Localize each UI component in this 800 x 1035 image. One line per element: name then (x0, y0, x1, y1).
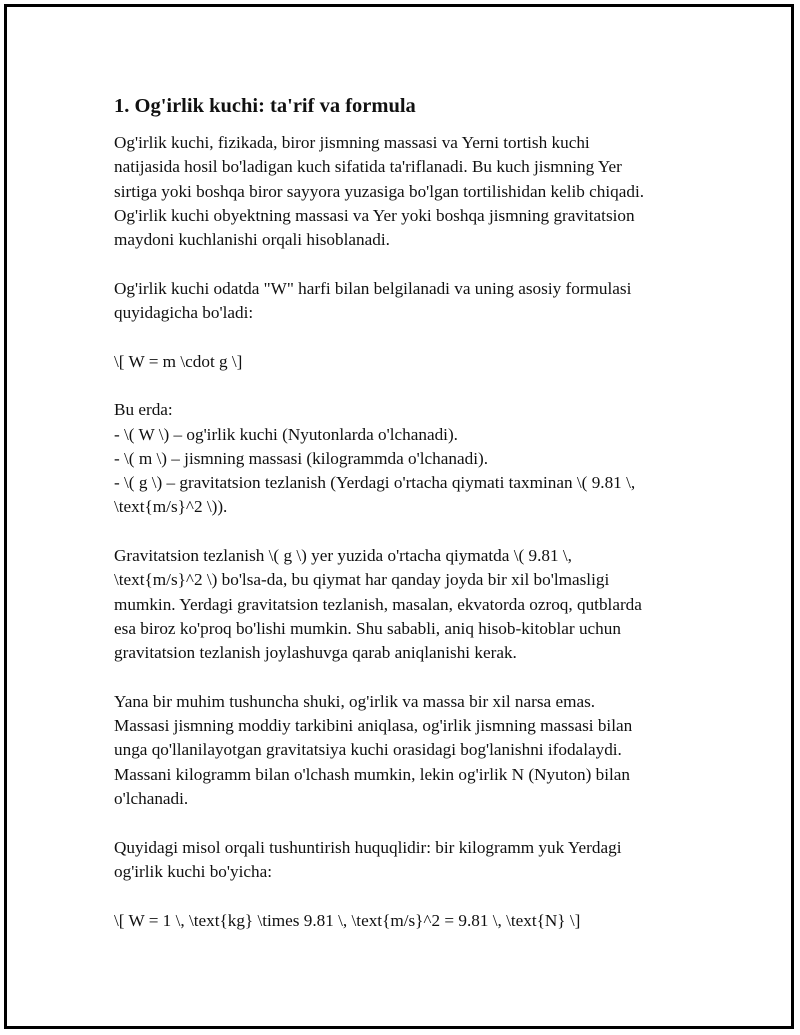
text-line: Og'irlik kuchi odatda "W" harfi bilan belgilanadi va uning asosiy formulasi (114, 278, 632, 298)
paragraph-spacer (114, 520, 704, 544)
paragraph-example (114, 836, 704, 885)
paragraph-variables (114, 398, 704, 519)
text-line: Yana bir muhim tushuncha shuki, og'irlik va massa bir xil narsa emas. (114, 691, 596, 711)
list-item: - \( m \) – jismning massasi (kilogrammda o'lchanadi). (114, 448, 488, 468)
text-line: o'lchanadi. (114, 789, 189, 809)
list-item: - \( W \) – og'irlik kuchi (Nyutonlarda o'lchanadi). (114, 424, 458, 444)
list-item: - \( g \) – gravitatsion tezlanish (Yerdagi o'rtacha qiymati taxminan \( 9.81 \, (114, 473, 636, 493)
text-line: Gravitatsion tezlanish \( g \) yer yuzida o'rtacha qiymatda \( 9.81 \, (114, 546, 572, 566)
paragraph-weight-vs-mass (114, 690, 704, 811)
paragraph-spacer (114, 811, 704, 835)
paragraph-gravity-variation (114, 544, 704, 665)
text-line: quyidagicha bo'ladi: (114, 303, 254, 323)
paragraph-spacer (114, 884, 704, 908)
text-line: Massasi jismning moddiy tarkibini aniqlasa, og'irlik jismning massasi bilan (114, 716, 633, 736)
paragraph-definition (114, 131, 704, 252)
text-line: maydoni kuchlanishi orqali hisoblanadi. (114, 230, 390, 250)
text-line: sirtiga yoki boshqa biror sayyora yuzasiga bo'lgan tortilishidan kelib chiqadi. (114, 181, 645, 201)
text-line: Quyidagi misol orqali tushuntirish huquqlidir: bir kilogramm yuk Yerdagi (114, 837, 622, 857)
text-line: \text{m/s}^2 \) bo'lsa-da, bu qiymat har qanday joyda bir xil bo'lmasligi (114, 570, 610, 590)
section-heading: 1. Og'irlik kuchi: ta'rif va formula (114, 95, 416, 117)
formula-line: \[ W = 1 \, \text{kg} \times 9.81 \, \text{m/s}^2 = 9.81 \, \text{N} \] (114, 910, 581, 930)
text-line: Og'irlik kuchi, fizikada, biror jismning massasi va Yerni tortish kuchi (114, 133, 590, 152)
paragraph-spacer (114, 252, 704, 276)
paragraph-spacer (114, 325, 704, 349)
paragraph-notation (114, 277, 704, 326)
text-line: Massani kilogramm bilan o'lchash mumkin, lekin og'irlik N (Nyuton) bilan (114, 764, 631, 784)
formula-example (114, 909, 704, 933)
text-line: gravitatsion tezlanish joylashuvga qarab aniqlanishi kerak. (114, 643, 517, 663)
text-line: Bu erda: (114, 400, 173, 420)
formula-main (114, 350, 704, 374)
text-line: unga qo'llanilayotgan gravitatsiya kuchi orasidagi bog'lanishni ifodalaydi. (114, 740, 622, 760)
text-line: natijasida hosil bo'ladigan kuch sifatida ta'riflanadi. Bu kuch jismning Yer (114, 157, 622, 177)
formula-line: \[ W = m \cdot g \] (114, 351, 243, 371)
text-line: og'irlik kuchi bo'yicha: (114, 861, 272, 881)
text-line: mumkin. Yerdagi gravitatsion tezlanish, masalan, ekvatorda ozroq, qutblarda (114, 594, 642, 614)
text-line: esa biroz ko'proq bo'lishi mumkin. Shu sababli, aniq hisob-kitoblar uchun (114, 618, 621, 638)
text-line: \text{m/s}^2 \)). (114, 497, 228, 517)
paragraph-spacer (114, 666, 704, 690)
paragraph-spacer (114, 374, 704, 398)
document-body (114, 93, 704, 933)
text-line: Og'irlik kuchi obyektning massasi va Yer yoki boshqa jismning gravitatsion (114, 205, 635, 225)
